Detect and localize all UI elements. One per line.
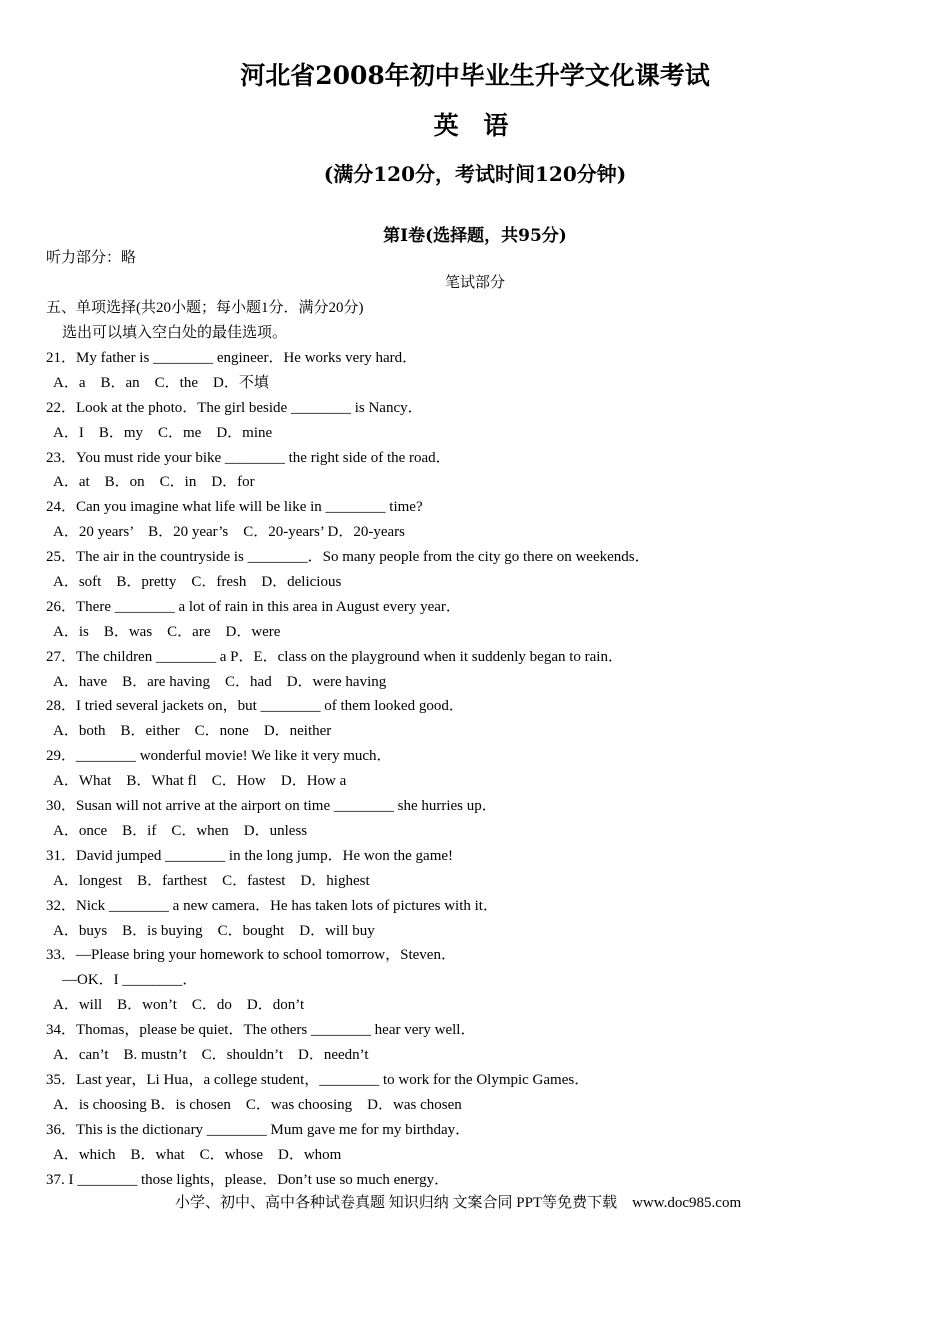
section-title: 五、单项选择(共20小题；每小题1分．满分20分) bbox=[46, 300, 364, 316]
question-stem: 37. I ________ those lights，please．Don’t use so much energy． bbox=[46, 1172, 450, 1188]
score-time: (满分120分，考试时间120分钟) bbox=[323, 162, 627, 186]
question-options: A．longest B．farthest C．fastest D．highest bbox=[53, 873, 370, 889]
page-footer: 小学、初中、高中各种试卷真题 知识归纳 文案合同 PPT等免费下载 www.doc985.com bbox=[175, 1195, 742, 1211]
section-instruction: 选出可以填入空白处的最佳选项。 bbox=[62, 325, 288, 341]
subject-title: 英 语 bbox=[433, 111, 517, 140]
question-options: A．at B．on C．in D．for bbox=[53, 474, 255, 490]
question-options: A．is choosing B．is chosen C．was choosing D．was chosen bbox=[53, 1097, 462, 1113]
question-options: A．once B．if C．when D．unless bbox=[53, 823, 308, 839]
question-options: A．buys B．is buying C．bought D．will buy bbox=[53, 923, 375, 939]
question-options: A．which B．what C．whose D．whom bbox=[53, 1147, 342, 1163]
question-options: A．20 years’ B．20 year’s C．20-years’ D．20-years bbox=[53, 524, 405, 540]
question-options: A．will B．won’t C．do D．don’t bbox=[53, 997, 305, 1013]
question-options: A．I B．my C．me D．mine bbox=[53, 425, 273, 441]
question-stem: 33．—Please bring your homework to school tomorrow，Steven． bbox=[46, 947, 456, 963]
listening-note: 听力部分：略 bbox=[46, 250, 137, 266]
volume-title: 第I卷(选择题，共95分) bbox=[383, 226, 567, 246]
question-options: A．What B．What fl C．How D．How a bbox=[53, 773, 347, 789]
question-stem: 34．Thomas，please be quiet．The others ________ hear very well． bbox=[46, 1022, 476, 1038]
question-stem: 32．Nick ________ a new camera．He has taken lots of pictures with it． bbox=[46, 898, 498, 914]
question-stem: 27．The children ________ a P．E．class on the playground when it suddenly began to rain． bbox=[46, 649, 623, 665]
question-stem: 22．Look at the photo．The girl beside ________ is Nancy． bbox=[46, 400, 423, 416]
question-stem-reply: —OK．I ________． bbox=[62, 972, 198, 988]
question-stem: 21．My father is ________ engineer．He works very hard． bbox=[46, 350, 418, 366]
question-stem: 29．________ wonderful movie! We like it very much． bbox=[46, 748, 392, 764]
question-stem: 35．Last year，Li Hua，a college student，________ to work for the Olympic Games． bbox=[46, 1072, 590, 1088]
question-stem: 31．David jumped ________ in the long jump．He won the game! bbox=[46, 848, 454, 864]
question-options: A．have B．are having C．had D．were having bbox=[53, 674, 387, 690]
exam-title: 河北省2008年初中毕业生升学文化课考试 bbox=[240, 61, 710, 90]
question-stem: 26．There ________ a lot of rain in this area in August every year． bbox=[46, 599, 461, 615]
question-stem: 28．I tried several jackets on，but ________ of them looked good． bbox=[46, 698, 464, 714]
question-options: A．a B．an C．the D．不填 bbox=[53, 375, 269, 391]
written-label: 笔试部分 bbox=[444, 275, 505, 291]
question-stem: 30．Susan will not arrive at the airport on time ________ she hurries up． bbox=[46, 798, 497, 814]
question-stem: 24．Can you imagine what life will be like in ________ time? bbox=[46, 499, 423, 515]
question-stem: 25．The air in the countryside is ________．So many people from the city go there on weekends． bbox=[46, 549, 650, 565]
question-stem: 23．You must ride your bike ________ the right side of the road． bbox=[46, 450, 451, 466]
question-stem: 36．This is the dictionary ________ Mum gave me for my birthday． bbox=[46, 1122, 471, 1138]
question-options: A．can’t B. mustn’t C．shouldn’t D．needn’t bbox=[53, 1047, 369, 1063]
question-options: A．soft B．pretty C．fresh D．delicious bbox=[53, 574, 342, 590]
question-options: A．both B．either C．none D．neither bbox=[53, 723, 332, 739]
question-options: A．is B．was C．are D．were bbox=[53, 624, 281, 640]
